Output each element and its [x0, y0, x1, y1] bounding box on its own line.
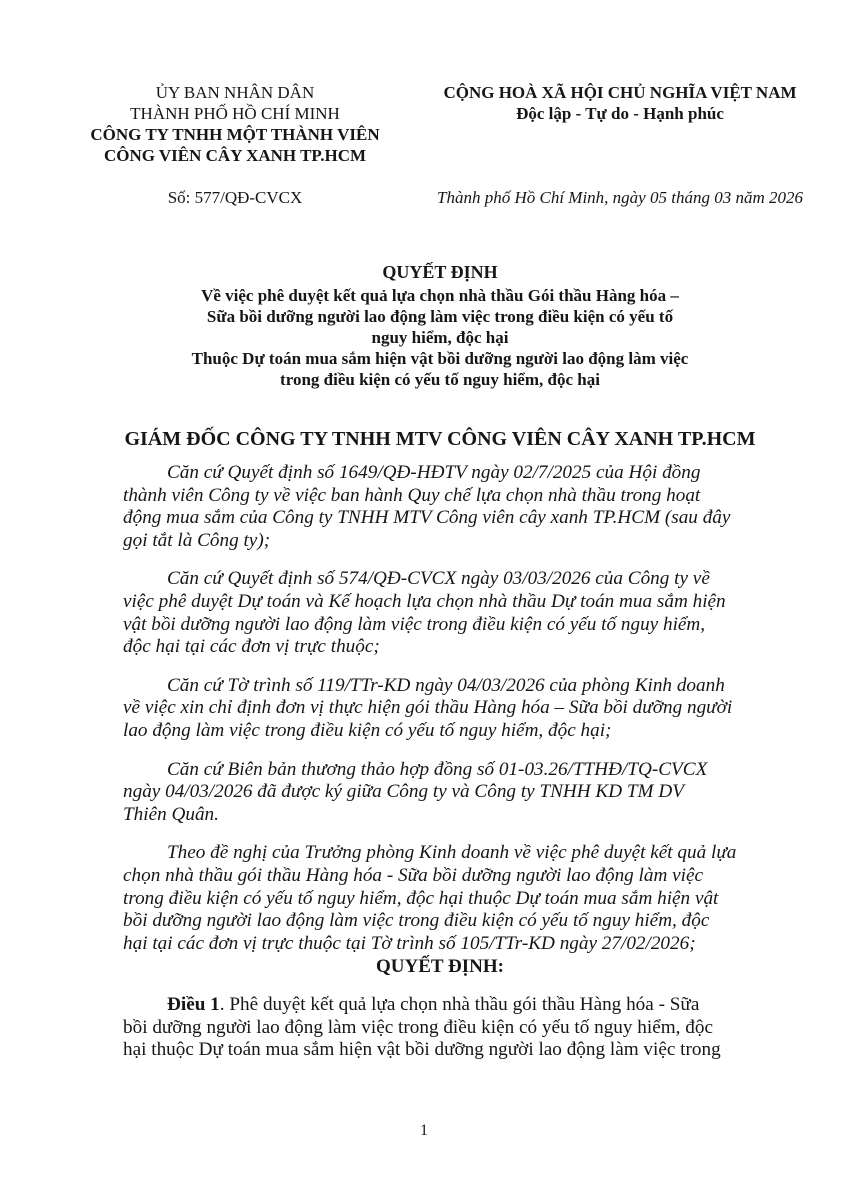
text-line: Căn cứ Quyết định số 1649/QĐ-HĐTV ngày 02/7/2025 của Hội đồng	[167, 462, 701, 483]
text-line: bồi dưỡng người lao động làm việc trong điều kiện có yếu tố nguy hiểm, độc	[123, 1016, 713, 1038]
text-line: độc hại tại các đơn vị trực thuộc;	[123, 636, 380, 658]
text-line: Căn cứ Biên bản thương thảo hợp đồng số 01-03.26/TTHĐ/TQ-CVCX	[167, 758, 708, 780]
text-line: Theo đề nghị của Trưởng phòng Kinh doanh về việc phê duyệt kết quả lựa	[167, 842, 737, 864]
article-first-line	[123, 994, 823, 1017]
title-line: Về việc phê duyệt kết quả lựa chọn nhà thầu Gói thầu Hàng hóa –	[201, 286, 679, 305]
title-line: Thuộc Dự toán mua sắm hiện vật bồi dưỡng người lao động làm việc	[191, 349, 689, 368]
preamble-paragraph	[123, 759, 823, 827]
text-line: chọn nhà thầu gói thầu Hàng hóa - Sữa bồi dưỡng người lao động làm việc	[123, 864, 704, 886]
preamble-paragraph	[123, 462, 823, 552]
document-number: Số: 577/QĐ-CVCX	[167, 188, 303, 207]
issuer-line: THÀNH PHỐ HỒ CHÍ MINH	[130, 104, 340, 123]
place-date: Thành phố Hồ Chí Minh, ngày 05 tháng 03 năm 2026	[437, 188, 803, 207]
title-line: trong điều kiện có yếu tố nguy hiểm, độc hại	[280, 370, 600, 389]
title-main: QUYẾT ĐỊNH	[382, 262, 498, 282]
text-line: vật bồi dưỡng người lao động làm việc trong điều kiện có yếu tố nguy hiểm,	[123, 613, 706, 635]
preamble	[123, 462, 823, 971]
preamble-paragraph	[123, 568, 823, 658]
text-line: việc phê duyệt Dự toán và Kế hoạch lựa chọn nhà thầu Dự toán mua sắm hiện	[123, 590, 726, 612]
text-line: Thiên Quân.	[123, 803, 219, 825]
text-line: thành viên Công ty về việc ban hành Quy chế lựa chọn nhà thầu trong hoạt	[123, 484, 701, 506]
national-title: CỘNG HOÀ XÃ HỘI CHỦ NGHĨA VIỆT NAM	[443, 83, 797, 102]
text-line: trong điều kiện có yếu tố nguy hiểm, độc hại thuộc Dự toán mua sắm hiện vật	[123, 887, 719, 909]
text-line: Căn cứ Tờ trình số 119/TTr-KD ngày 04/03/2026 của phòng Kinh doanh	[167, 674, 725, 696]
title-line: nguy hiểm, độc hại	[371, 328, 509, 347]
issuer-company: CÔNG TY TNHH MỘT THÀNH VIÊN	[90, 125, 380, 144]
national-header	[405, 82, 835, 124]
issuer-line: ỦY BAN NHÂN DÂN	[155, 83, 315, 102]
decision-heading: QUYẾT ĐỊNH:	[376, 956, 504, 977]
text-line: hại tại các đơn vị trực thuộc tại Tờ trình số 105/TTr-KD ngày 27/02/2026;	[123, 932, 696, 954]
text-line: động mua sắm của Công ty TNHH MTV Công viên cây xanh TP.HCM (sau đây	[123, 507, 731, 529]
issuer-company: CÔNG VIÊN CÂY XANH TP.HCM	[103, 146, 367, 165]
document-title	[60, 262, 820, 390]
article-text: . Phê duyệt kết quả lựa chọn nhà thầu gói thầu Hàng hóa - Sữa	[219, 994, 700, 1015]
preamble-paragraph	[123, 675, 823, 743]
text-line: về việc xin chỉ định đơn vị thực hiện gói thầu Hàng hóa – Sữa bồi dưỡng người	[123, 697, 733, 719]
article-label: Điều 1	[167, 994, 220, 1015]
director-heading: GIÁM ĐỐC CÔNG TY TNHH MTV CÔNG VIÊN CÂY XANH TP.HCM	[124, 428, 756, 450]
text-line: Căn cứ Quyết định số 574/QĐ-CVCX ngày 03/03/2026 của Công ty về	[167, 568, 710, 590]
title-line: Sữa bồi dưỡng người lao động làm việc trong điều kiện có yếu tố	[206, 307, 674, 326]
text-line: ngày 04/03/2026 đã được ký giữa Công ty và Công ty TNHH KD TM DV	[123, 781, 684, 803]
text-line: bồi dưỡng người lao động làm việc trong điều kiện có yếu tố nguy hiểm, độc	[123, 910, 710, 932]
preamble-paragraph	[123, 842, 823, 955]
text-line: lao động làm việc trong điều kiện có yếu tố nguy hiểm, độc hại;	[123, 719, 612, 741]
text-line: hại thuộc Dự toán mua sắm hiện vật bồi dưỡng người lao động làm việc trong	[123, 1039, 721, 1061]
page-number: 1	[420, 1122, 428, 1139]
article-1	[123, 994, 823, 1062]
text-line: gọi tắt là Công ty);	[123, 529, 271, 551]
national-motto: Độc lập - Tự do - Hạnh phúc	[516, 104, 724, 123]
issuer-header	[70, 82, 400, 166]
